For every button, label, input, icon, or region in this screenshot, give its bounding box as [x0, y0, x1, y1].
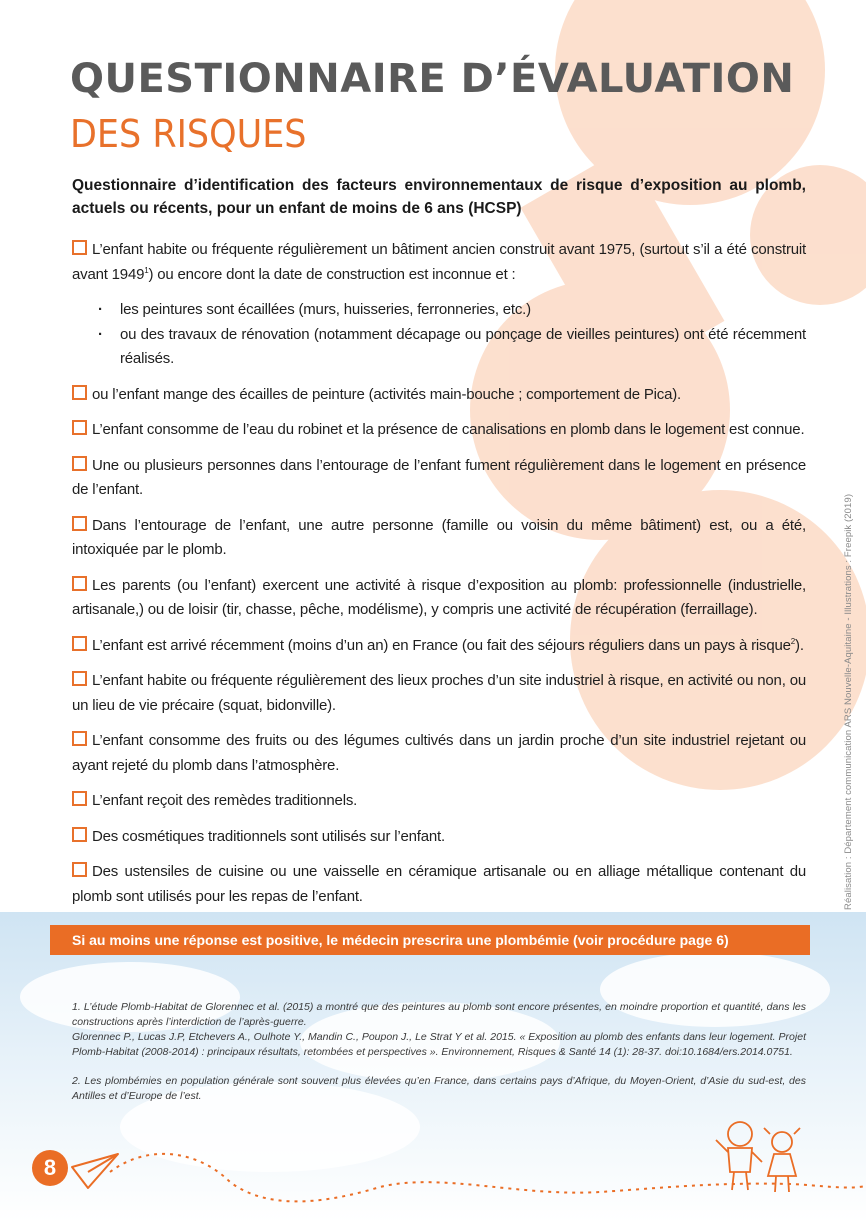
footnote-1: 1. L’étude Plomb-Habitat de Glorennec et al. (2015) a montré que des peintures au plomb sont encore présentes, en moindre proportion et quantité, dans les constructions après l’interdiction de l’après-guerre. Glorennec P., Lucas J.P, Etchevers A., Oulhote Y., Mandin C., Poupon J., Le Strat Y et al. 2015. « Exposition au plomb des enfants dans leur logement. Projet Plomb-Habitat (2008-2014) : principaux résultats, retombées et perspectives ». Environnement, Risques & Santé 14 (1): 28-37. doi:10.1684/ers.2014.0751.	[72, 1001, 806, 1058]
question-item: L’enfant habite ou fréquente régulièrement un bâtiment ancien construit avant 1975, (surtout s’il a été construit avant 1949$^1$) ou encore dont la date de construction est inconnue et :	[72, 241, 806, 283]
sub-conditions	[72, 298, 806, 372]
checkbox[interactable]	[72, 385, 87, 400]
questionnaire-subtitle: Questionnaire d’identification des facteurs environnementaux de risque d’exposition au plomb, actuels ou récents, pour un enfant de moins de 6 ans (HCSP)	[72, 177, 806, 217]
checkbox[interactable]	[72, 671, 87, 686]
checkbox[interactable]	[72, 576, 87, 591]
page-title: QUESTIONNAIRE D’ÉVALUATION	[70, 56, 795, 102]
question-item: L’enfant reçoit des remèdes traditionnels.	[72, 789, 806, 814]
questionnaire-list	[72, 238, 806, 920]
checkbox[interactable]	[72, 240, 87, 255]
question-item: L’enfant est arrivé récemment (moins d’un an) en France (ou fait des séjours réguliers dans un pays à risque$^2$).	[72, 634, 806, 659]
bottom-illustration	[0, 1112, 866, 1222]
bullet-item: · ou des travaux de rénovation (notamment décapage ou ponçage de vieilles peintures) ont été récemment réalisés.	[108, 323, 806, 372]
page-number: 8	[32, 1150, 68, 1186]
checkbox[interactable]	[72, 827, 87, 842]
checkbox[interactable]	[72, 862, 87, 877]
checkbox[interactable]	[72, 516, 87, 531]
question-item: Dans l’entourage de l’enfant, une autre personne (famille ou voisin du même bâtiment) est, ou a été, intoxiquée par le plomb.	[72, 516, 806, 558]
question-item: L’enfant habite ou fréquente régulièrement des lieux proches d’un site industriel à risque, en activité ou non, ou un lieu de vie précaire (squat, bidonville).	[72, 672, 806, 714]
side-credit: Réalisation : Département communication ARS Nouvelle-Aquitaine - Illustrations : Freepik (2019)	[843, 493, 854, 910]
question-item: ou l’enfant mange des écailles de peinture (activités main-bouche ; comportement de Pica).	[72, 383, 806, 408]
question-item: L’enfant consomme de l’eau du robinet et la présence de canalisations en plomb dans le logement est connue.	[72, 418, 806, 443]
bullet-item: · les peintures sont écaillées (murs, huisseries, ferronneries, etc.)	[108, 298, 806, 323]
checkbox[interactable]	[72, 636, 87, 651]
children-illustration-icon	[716, 1122, 800, 1192]
question-item: Des ustensiles de cuisine ou une vaisselle en céramique artisanale ou en alliage métallique contenant du plomb sont utilisés pour les repas de l’enfant.	[72, 863, 806, 905]
page-title-accent: DES RISQUES	[70, 112, 307, 156]
question-item: Des cosmétiques traditionnels sont utilisés sur l’enfant.	[72, 825, 806, 850]
footnotes	[72, 1000, 806, 1118]
checkbox[interactable]	[72, 731, 87, 746]
question-item: Les parents (ou l’enfant) exercent une activité à risque d’exposition au plomb: professionnelle (industrielle, artisanale,) ou de loisir (tir, chasse, pêche, modélisme), y compris une activité de récupération (ferraillage).	[72, 576, 806, 618]
checkbox[interactable]	[72, 791, 87, 806]
question-item: Une ou plusieurs personnes dans l’entourage de l’enfant fument régulièrement dans le logement en présence de l’enfant.	[72, 456, 806, 498]
dotted-flight-path	[110, 1154, 866, 1202]
checkbox[interactable]	[72, 456, 87, 471]
checkbox[interactable]	[72, 420, 87, 435]
conclusion-banner: Si au moins une réponse est positive, le médecin prescrira une plombémie (voir procédure page 6)	[50, 925, 810, 955]
footnote-2: 2. Les plombémies en population générale sont souvent plus élevées qu’en France, dans certains pays d’Afrique, du Moyen-Orient, d’Asie du sud-est, des Antilles et d’Europe de l’est.	[72, 1075, 806, 1102]
question-item: L’enfant consomme des fruits ou des légumes cultivés dans un jardin proche d’un site industriel rejetant ou ayant rejeté du plomb dans l’atmosphère.	[72, 732, 806, 774]
